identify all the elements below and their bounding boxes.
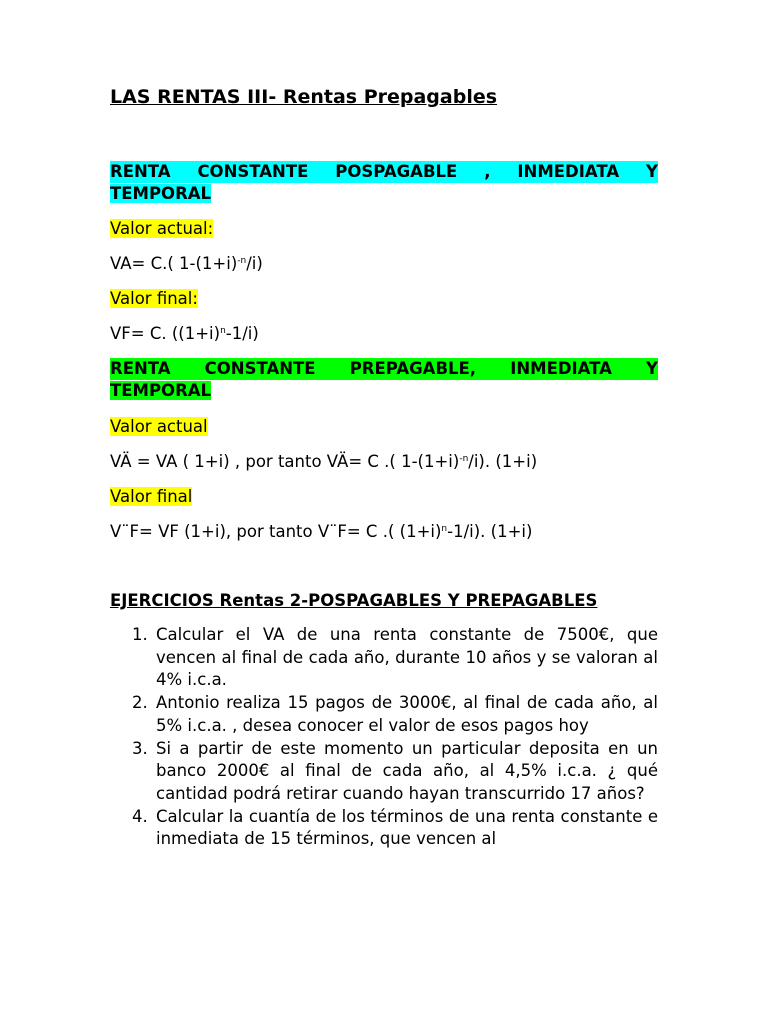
valor-actual-text-2: Valor actual	[110, 417, 208, 436]
formula-vf-part-b: -1/i)	[225, 324, 259, 343]
heading-pospagable-line1: RENTA CONSTANTE POSPAGABLE , INMEDIATA Y	[110, 162, 658, 181]
formula-vf-pospagable	[110, 323, 259, 345]
formula-vf2-part-b: -1/i). (1+i)	[447, 522, 533, 541]
formula-vf2-part-a: V¨F= VF (1+i), por tanto V¨F= C .( (1+i)	[110, 522, 442, 541]
valor-final-label-1	[110, 288, 198, 310]
exercise-text: Calcular la cuantía de los términos de una renta constante e inmediata de 15 términos, que vencen al	[156, 806, 658, 849]
exercise-number: 2.	[132, 693, 148, 713]
formula-va2-part-b: /i). (1+i)	[468, 452, 538, 471]
exercises-title: EJERCICIOS Rentas 2-POSPAGABLES Y PREPAGABLES	[110, 591, 598, 610]
exercise-text: Antonio realiza 15 pagos de 3000€, al final de cada año, al 5% i.c.a. , desea conocer el valor de esos pagos hoy	[156, 693, 658, 735]
formula-va2-part-a: VÄ = VA ( 1+i) , por tanto VÄ= C .( 1-(1+i)	[110, 452, 460, 471]
valor-final-label-2	[110, 486, 192, 508]
exercises-list	[110, 624, 658, 851]
formula-va-part-a: VA= C.( 1-(1+i)	[110, 254, 238, 273]
valor-actual-label-2	[110, 416, 208, 438]
formula-vf2-exponent: n	[441, 524, 448, 534]
valor-final-text-2: Valor final	[110, 487, 193, 506]
heading-prepagable	[110, 358, 658, 402]
formula-vf-part-a: VF= C. ((1+i)	[110, 324, 221, 343]
heading-prepagable-line1: RENTA CONSTANTE PREPAGABLE, INMEDIATA Y	[110, 359, 658, 378]
formula-va2-exponent: -n	[459, 454, 469, 464]
exercise-number: 1.	[132, 625, 148, 644]
formula-vf-exponent: n	[220, 326, 226, 336]
formula-va-prepagable	[110, 451, 537, 473]
formula-va-part-b: /i)	[246, 254, 263, 273]
formula-va-exponent: -n	[237, 256, 247, 266]
document-title: LAS RENTAS III- Rentas Prepagables	[110, 86, 498, 108]
exercise-item-1	[110, 624, 658, 692]
exercise-number: 3.	[132, 738, 148, 758]
exercise-item-4	[110, 806, 658, 851]
exercise-text: Si a partir de este momento un particular deposita en un banco 2000€ al final de cada año, al 4,5% i.c.a. ¿ qué cantidad podrá retirar cuando hayan transcurrido 17 años?	[156, 738, 658, 803]
valor-actual-text-1: Valor actual:	[110, 219, 214, 238]
valor-final-text-1: Valor final:	[110, 289, 198, 308]
exercise-item-2	[110, 692, 658, 737]
formula-vf-prepagable	[110, 521, 532, 543]
valor-actual-label-1	[110, 218, 213, 240]
formula-va-pospagable	[110, 253, 263, 275]
heading-pospagable-line2: TEMPORAL	[110, 184, 212, 203]
heading-pospagable	[110, 161, 658, 205]
heading-prepagable-line2: TEMPORAL	[110, 381, 212, 400]
exercise-text: Calcular el VA de una renta constante de 7500€, que vencen al final de cada año, durante 10 años y se valoran al 4% i.c.a.	[156, 625, 658, 690]
exercise-item-3	[110, 738, 658, 806]
exercise-number: 4.	[132, 806, 148, 826]
